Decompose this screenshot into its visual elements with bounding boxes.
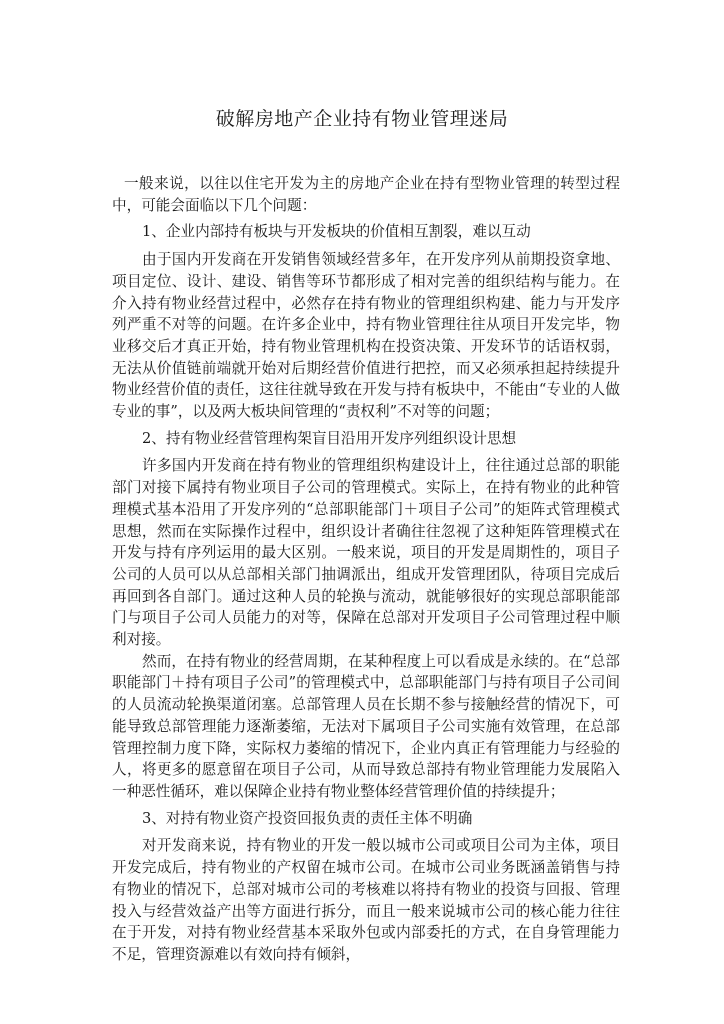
section-1-paragraph-1: 由于国内开发商在开发销售领域经营多年，在开发序列从前期投资拿地、项目定位、设计、建设、销售等环节都形成了相对完善的组织结构与能力。在介入持有物业经营过程中，必然存在持有物业的管理组织构建、能力与开发序列严重不对等的问题。在许多企业中，持有物业管理往往从项目开发完毕，物业移交后才真正开始，持有物业管理机构在投资决策、开发环节的话语权弱，无法从价值链前端就开始对后期经营价值进行把控，而又必须承担起持续提升物业经营价值的责任，这往往就导致在开发与持有板块中，不能由“专业的人做专业的事”，以及两大板块间管理的“责权利”不对等的问题；: [112, 251, 620, 421]
intro-paragraph: 一般来说，以往以住宅开发为主的房地产企业在持有型物业管理的转型过程中，可能会面临以下几个问题：: [112, 175, 620, 214]
document-title: 破解房地产企业持有物业管理迷局: [215, 108, 509, 130]
document-body: [112, 173, 620, 966]
section-1-heading: 1、企业内部持有板块与开发板块的价值相互割裂，难以互动: [142, 223, 531, 241]
section-3-paragraph-1: 对开发商来说，持有物业的开发一般以城市公司或项目公司为主体，项目开发完成后，持有物业的产权留在城市公司。在城市公司业务既涵盖销售与持有物业的情况下，总部对城市公司的考核难以将持有物业的投资与回报、管理投入与经营效益产出等方面进行拆分，而且一般来说城市公司的核心能力往往在于开发，对持有物业经营基本采取外包或内部委托的方式，在自身管理能力不足，管理资源难以有效向持有倾斜，: [112, 837, 620, 963]
section-2-paragraph-1: 许多国内开发商在持有物业的管理组织构建设计上，往往通过总部的职能部门对接下属持有物业项目子公司的管理模式。实际上，在持有物业的此种管理模式基本沿用了开发序列的“总部职能部门＋项目子公司”的矩阵式管理模式思想，然而在实际操作过程中，组织设计者确往往忽视了这种矩阵管理模式在开发与持有序列运用的最大区别。一般来说，项目的开发是周期性的，项目子公司的人员可以从总部相关部门抽调派出，组成开发管理团队，待项目完成后再回到各自部门。通过这种人员的轮换与流动，就能够很好的实现总部职能部门与项目子公司人员能力的对等，保障在总部对开发项目子公司管理过程中顺利对接。: [112, 457, 620, 649]
section-3-heading: 3、对持有物业资产投资回报负责的责任主体不明确: [142, 809, 473, 827]
section-2-heading: 2、持有物业经营管理构架盲目沿用开发序列组织设计思想: [142, 429, 517, 447]
section-2-paragraph-2: 然而，在持有物业的经营周期，在某种程度上可以看成是永续的。在“总部职能部门＋持有项目子公司”的管理模式中，总部职能部门与持有项目子公司间的人员流动轮换渠道闭塞。总部管理人员在长期不参与接触经营的情况下，可能导致总部管理能力逐渐萎缩，无法对下属项目子公司实施有效管理，在总部管理控制力度下降，实际权力萎缩的情况下，企业内真正有管理能力与经验的人，将更多的愿意留在项目子公司，从而导致总部持有物业管理能力发展陷入一种恶性循环，难以保障企业持有物业整体经营管理价值的持续提升；: [112, 652, 620, 800]
